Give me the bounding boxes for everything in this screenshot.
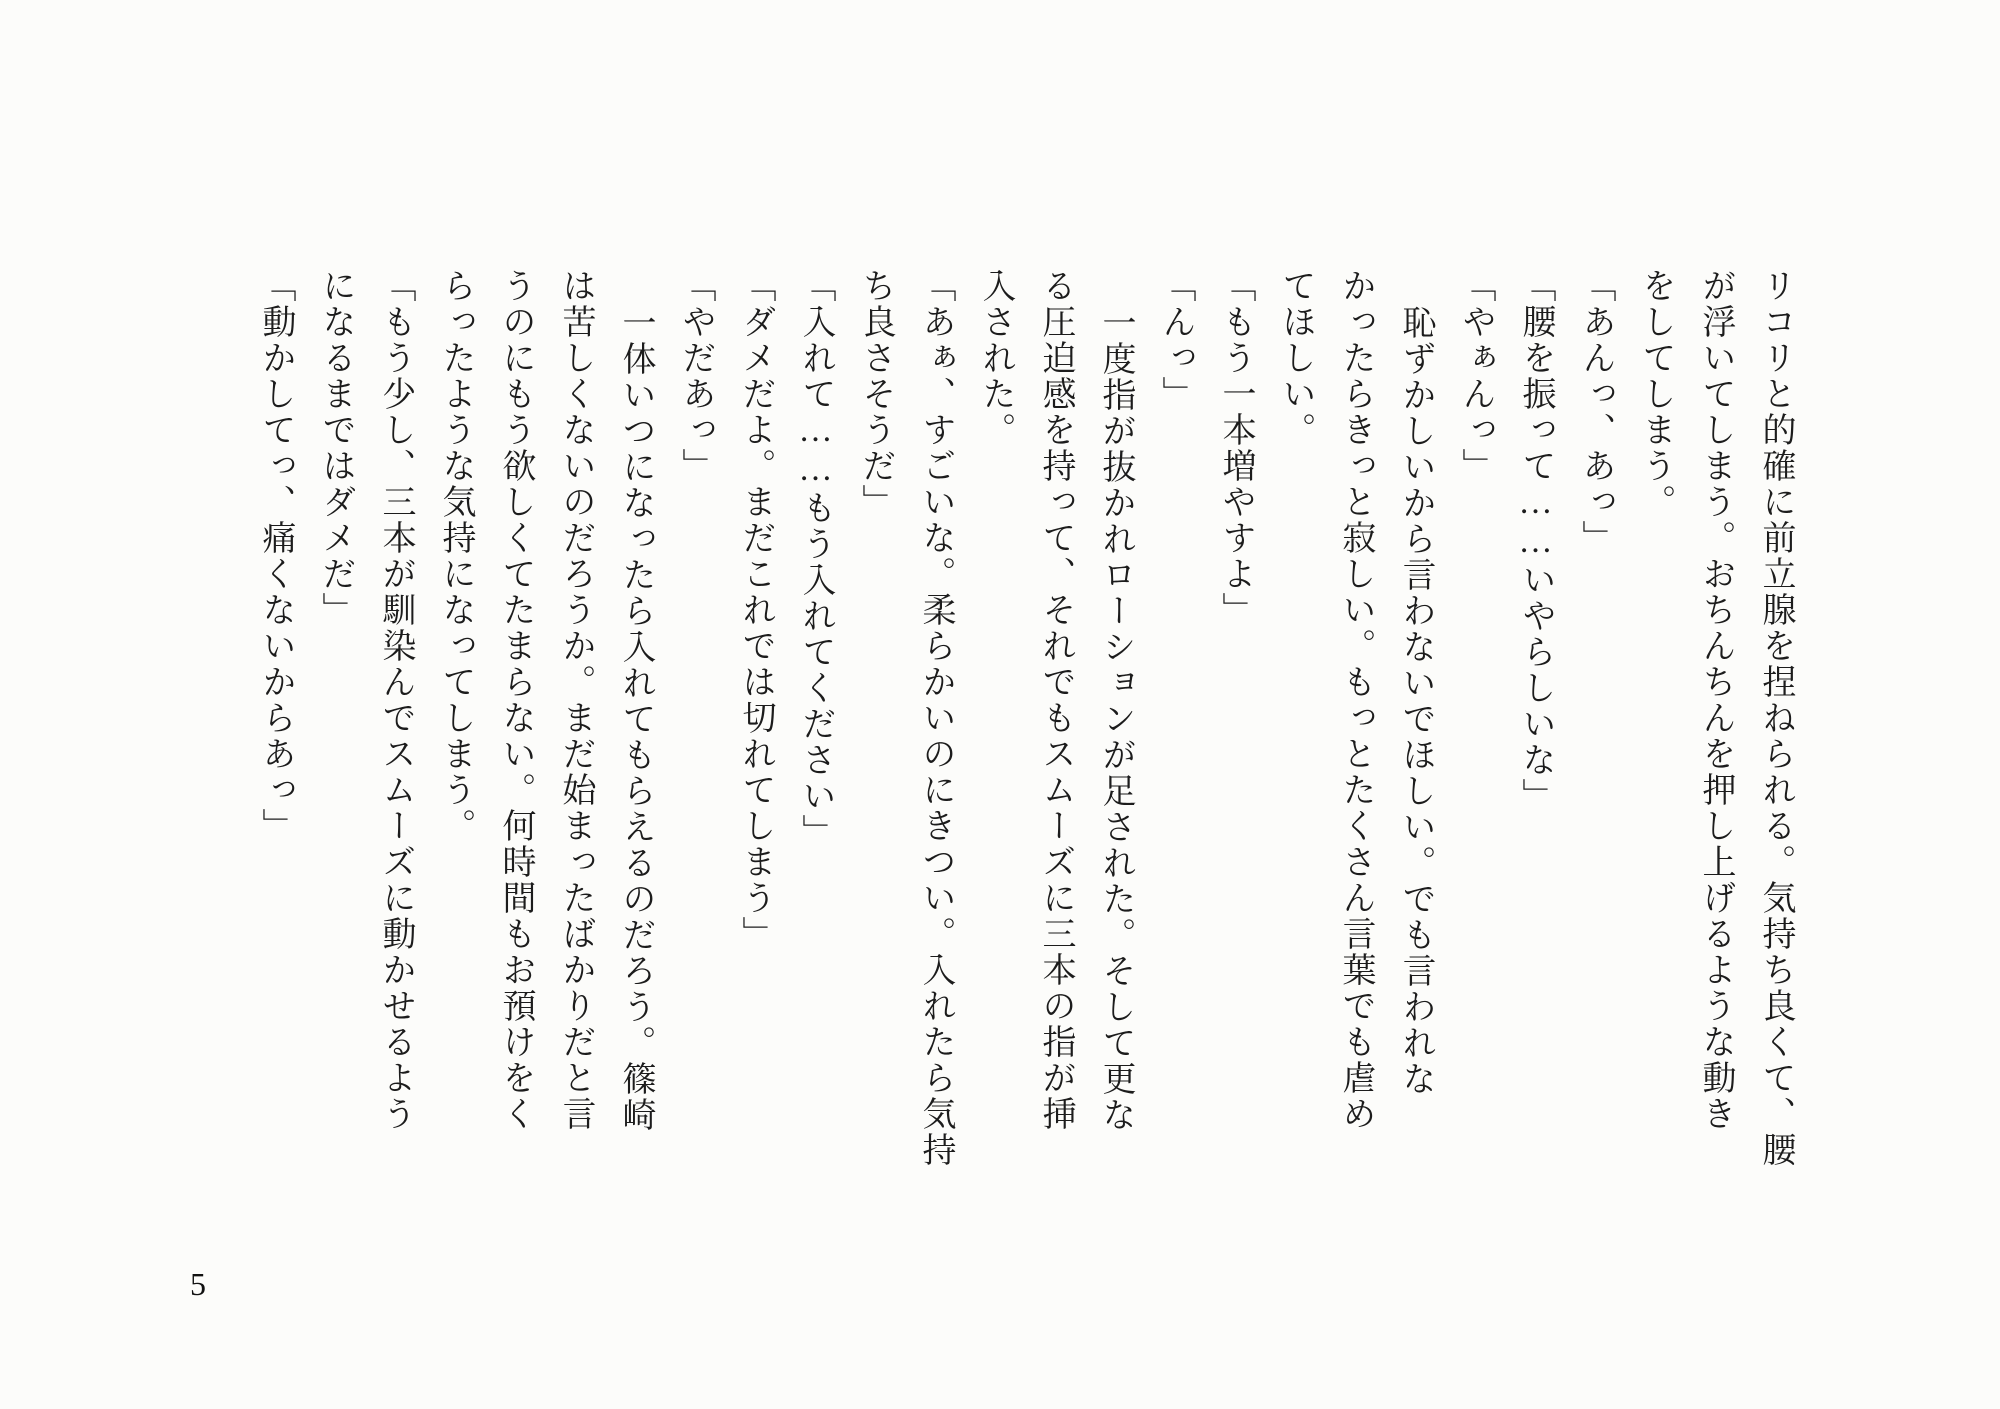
text-column: 「もう一本増やすよ」: [1217, 268, 1254, 628]
text-column: る圧迫感を持って、それでもスムーズに三本の指が挿: [1037, 268, 1074, 1132]
text-column: 「ダメだよ。まだこれでは切れてしまう」: [737, 268, 774, 952]
text-column: になるまではダメだ」: [317, 268, 354, 628]
text-column: 「んっ」: [1157, 268, 1194, 412]
text-column: 「あんっ、あっ」: [1577, 268, 1614, 556]
text-column: 「動かしてっ、痛くないからあっ」: [257, 268, 294, 844]
text-column: らったような気持になってしまう。: [437, 268, 474, 844]
page-number: 5: [190, 1266, 206, 1302]
text-column: ち良さそうだ」: [857, 268, 894, 520]
text-column: 「もう少し、三本が馴染んでスムーズに動かせるよう: [377, 268, 414, 1132]
text-columns: [245, 268, 1805, 1228]
text-column: は苦しくないのだろうか。まだ始まったばかりだと言: [557, 268, 594, 1132]
text-column: てほしい。: [1277, 268, 1314, 448]
text-column: 「入れて……もう入れてください」: [797, 268, 834, 850]
text-column: 「あぁ、すごいな。柔らかいのにきつい。入れたら気持: [917, 268, 954, 1168]
text-column: リコリと的確に前立腺を捏ねられる。気持ち良くて、腰: [1757, 268, 1794, 1168]
text-column: 「やだあっ」: [677, 268, 714, 484]
text-column: をしてしまう。: [1637, 268, 1674, 520]
text-column: が浮いてしまう。おちんちんを押し上げるような動き: [1697, 268, 1734, 1132]
text-column: 「やぁんっ」: [1457, 268, 1494, 484]
text-column: かったらきっと寂しい。もっとたくさん言葉でも虐め: [1337, 268, 1374, 1132]
text-column: うのにもう欲しくてたまらない。何時間もお預けをく: [497, 268, 534, 1132]
text-column: 一度指が抜かれローションが足された。そして更な: [1097, 305, 1134, 1133]
text-column: 「腰を振って……いやらしいな」: [1517, 268, 1554, 814]
text-column: 入された。: [977, 268, 1014, 448]
text-column: 一体いつになったら入れてもらえるのだろう。篠崎: [617, 305, 654, 1133]
text-column: 恥ずかしいから言わないでほしい。でも言われな: [1397, 305, 1434, 1097]
